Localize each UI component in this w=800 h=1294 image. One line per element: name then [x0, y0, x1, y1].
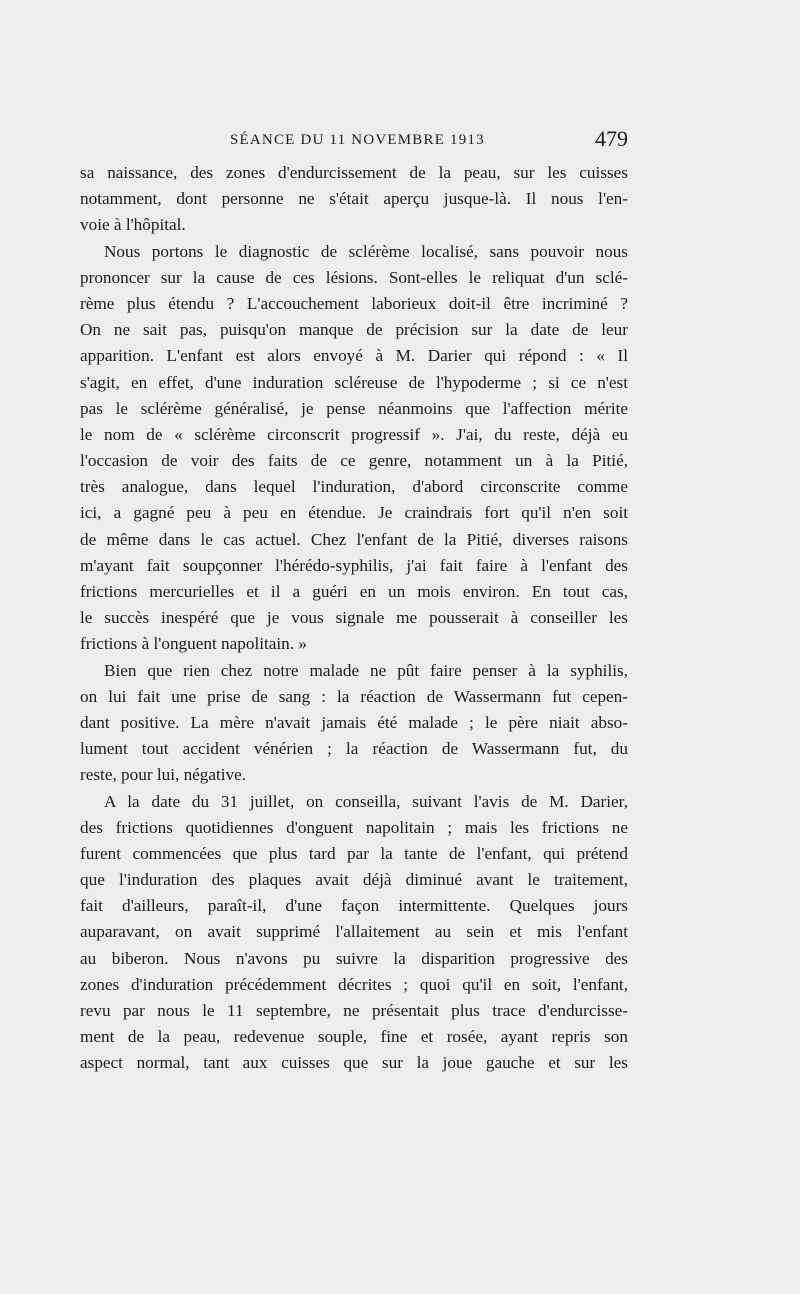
running-title: SÉANCE DU 11 NOVEMBRE 1913 — [230, 132, 485, 148]
text-line: s'agit, en effet, d'une induration scléreuse de l'hypoderme ; si ce n'est — [80, 372, 628, 392]
text-line: de même dans le cas actuel. Chez l'enfant de la Pitié, diverses raisons — [80, 529, 628, 549]
text-line: que l'induration des plaques avait déjà diminué avant le traitement, — [80, 870, 628, 890]
running-head — [80, 126, 628, 156]
text-line: ment de la peau, redevenue souple, fine et rosée, ayant repris son — [80, 1027, 628, 1047]
body-text — [80, 160, 628, 1077]
text-line: sa naissance, des zones d'endurcissement de la peau, sur les cuisses — [80, 163, 628, 182]
text-line: au biberon. Nous n'avons pu suivre la disparition progressive des — [80, 948, 628, 968]
text-line: auparavant, on avait supprimé l'allaitement au sein et mis l'enfant — [80, 922, 628, 942]
text-line: A la date du 31 juillet, on conseilla, suivant l'avis de M. Darier, — [104, 791, 628, 811]
text-line: apparition. L'enfant est alors envoyé à M. Darier qui répond : « Il — [80, 346, 628, 366]
text-line: très analogue, dans lequel l'induration, d'abord circonscrite comme — [80, 477, 628, 497]
text-line: dant positive. La mère n'avait jamais été malade ; le père niait abso- — [80, 712, 628, 732]
text-line: m'ayant fait soupçonner l'hérédo-syphilis, j'ai fait faire à l'enfant des — [80, 555, 628, 575]
text-line: On ne sait pas, puisqu'on manque de précision sur la date de leur — [80, 320, 628, 340]
text-line: on lui fait une prise de sang : la réaction de Wassermann fut cepen- — [80, 686, 628, 706]
text-line: notamment, dont personne ne s'était aperçu jusque-là. Il nous l'en- — [80, 189, 628, 209]
text-line: revu par nous le 11 septembre, ne présentait plus trace d'endurcisse- — [80, 1001, 628, 1020]
text-line: l'occasion de voir des faits de ce genre, notamment un à la Pitié, — [80, 451, 628, 471]
text-line: le nom de « sclérème circonscrit progressif ». J'ai, du reste, déjà eu — [80, 424, 628, 444]
text-line: ici, a gagné peu à peu en étendue. Je craindrais fort qu'il n'en soit — [80, 503, 628, 523]
text-line: fait d'ailleurs, paraît-il, d'une façon intermittente. Quelques jours — [80, 896, 628, 916]
text-line: reste, pour lui, négative. — [80, 765, 247, 785]
text-line: frictions mercurielles et il a guéri en un mois environ. En tout cas, — [80, 582, 628, 601]
text-line: zones d'induration précédemment décrites ; quoi qu'il en soit, l'enfant, — [80, 974, 628, 994]
text-line: Nous portons le diagnostic de sclérème localisé, sans pouvoir nous — [104, 241, 628, 261]
text-line: frictions à l'onguent napolitain. » — [80, 634, 307, 654]
text-line: des frictions quotidiennes d'onguent napolitain ; mais les frictions ne — [80, 817, 628, 837]
text-line: voie à l'hôpital. — [80, 215, 186, 235]
page-number: 479 — [595, 126, 628, 151]
text-line: furent commencées que plus tard par la tante de l'enfant, qui prétend — [80, 843, 628, 863]
text-line: lument tout accident vénérien ; la réaction de Wassermann fut, du — [80, 739, 628, 759]
text-line: aspect normal, tant aux cuisses que sur la joue gauche et sur les — [80, 1053, 628, 1073]
text-line: pas le sclérème généralisé, je pense néanmoins que l'affection mérite — [80, 398, 628, 418]
text-line: prononcer sur la cause de ces lésions. Sont-elles le reliquat d'un sclé- — [80, 267, 628, 287]
text-line: le succès inespéré que je vous signale me pousserait à conseiller les — [80, 608, 628, 628]
text-line: rème plus étendu ? L'accouchement laborieux doit-il être incriminé ? — [80, 293, 628, 313]
text-line: Bien que rien chez notre malade ne pût faire penser à la syphilis, — [104, 660, 628, 680]
